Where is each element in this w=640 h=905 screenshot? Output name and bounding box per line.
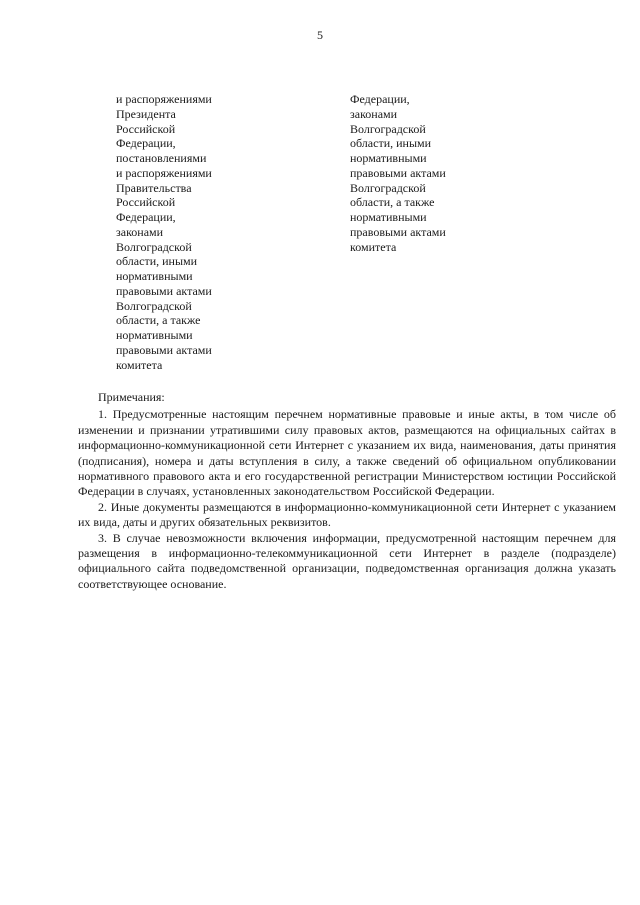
table-cell-line: и распоряжениями — [116, 92, 212, 106]
table-cell-line: постановлениями — [116, 151, 207, 165]
note-paragraph-2: 2. Иные документы размещаются в информационно-коммуникационной сети Интернет с указанием их вида, даты и других обязательных реквизитов. — [78, 499, 616, 530]
table-cell-line: Федерации, — [116, 210, 176, 224]
table-cell-line: Президента — [116, 106, 176, 121]
table-cell-line: Российской — [116, 121, 176, 136]
table-cell-line: и распоряжениями — [116, 165, 212, 180]
table-cell-line: нормативными — [350, 210, 427, 224]
table-cell-line: области, а также — [350, 195, 435, 210]
table-cell-line: нормативными — [116, 269, 193, 283]
table-cell-line: Волгоградской — [116, 298, 192, 313]
table-cell-line: Волгоградской — [350, 180, 426, 195]
table-column-left — [116, 92, 246, 372]
table-cell-line: правовыми актами — [116, 342, 212, 357]
table-cell-line: Волгоградской — [350, 121, 426, 136]
table-cell-line: Волгоградской — [116, 239, 192, 254]
table-cell-line: правовыми актами — [116, 283, 212, 298]
table-cell-line: правовыми актами — [350, 165, 446, 180]
table-cell-line: области, а также — [116, 313, 201, 328]
table-cell-line: правовыми актами — [350, 224, 446, 239]
table-cell-line: комитета — [350, 239, 397, 254]
notes-heading: Примечания: — [98, 390, 165, 404]
table-cell-line: нормативными — [350, 151, 427, 165]
table-cell-line: Российской — [116, 195, 176, 210]
table-column-right — [350, 92, 480, 254]
table-cell-line: области, иными — [350, 136, 432, 151]
table-cell-line: комитета — [116, 357, 163, 372]
table-cell-line: законами — [116, 224, 164, 239]
note-paragraph-1: 1. Предусмотренные настоящим перечнем нормативные правовые и иные акты, в том числе об изменении и признании утратившими силу правовых актов, размещаются на официальных сайтах в информационно-коммуникационной сети Интернет с указанием их вида, наименования, даты принятия (подписания), номера и даты вступления в силу, а также сведений об официальном опубликовании нормативного правового акта и его государственной регистрации Министерством юстиции Российской Федерации в случаях, установленных законодательством Российской Федерации. — [78, 407, 616, 499]
page-number: 5 — [317, 28, 323, 42]
table-cell-line: области, иными — [116, 254, 198, 269]
note-paragraph-3: 3. В случае невозможности включения информации, предусмотренной настоящим перечнем для размещения в информационно-телекоммуникационной сети Интернет в разделе (подразделе) официального сайта подведомственной организации, подведомственная организация должна указать соответствующее основание. — [78, 530, 616, 591]
table-cell-line: Федерации, — [350, 92, 410, 106]
table-cell-line: законами — [350, 106, 398, 121]
table-cell-line: Правительства — [116, 180, 192, 195]
table-cell-line: Федерации, — [116, 136, 176, 151]
notes-section — [78, 390, 616, 592]
table-cell-line: нормативными — [116, 328, 193, 342]
